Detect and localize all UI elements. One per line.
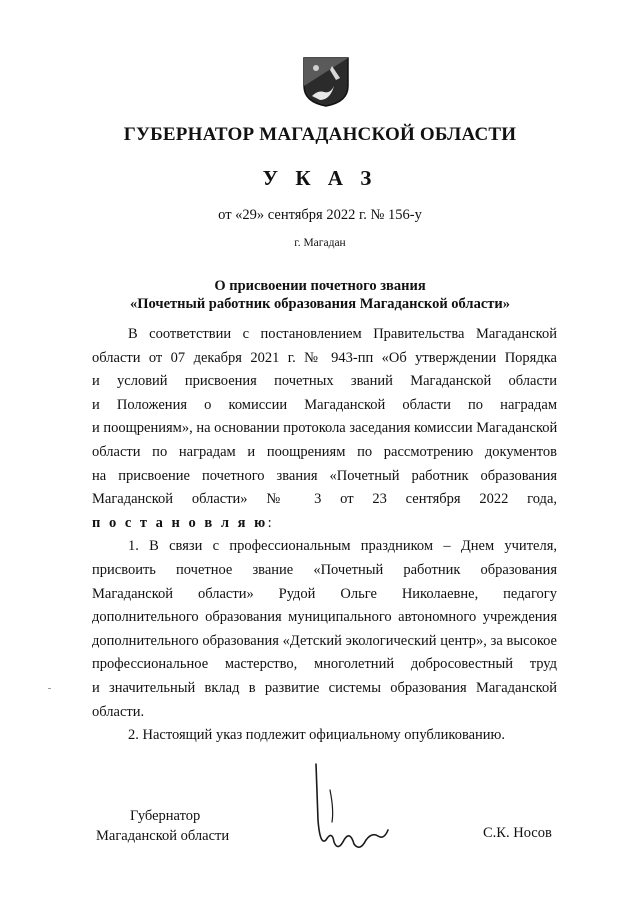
signatory-name: С.К. Носов bbox=[483, 825, 552, 841]
scan-mark bbox=[48, 688, 51, 689]
preamble-line: на присвоение почетного звания «Почетный работник образования bbox=[92, 467, 557, 484]
item-2-line: 2. Настоящий указ подлежит официальному опубликованию. bbox=[128, 727, 506, 744]
item-1-line: области. bbox=[92, 703, 145, 720]
signatory-position-line-1: Губернатор bbox=[130, 808, 201, 824]
preamble-line: области от 07 декабря 2021 г. № 943-пп «Об утверждении Порядка bbox=[92, 349, 557, 366]
item-1-line: профессиональное мастерство, многолетний добросовестный труд bbox=[92, 656, 557, 673]
item-1-line: присвоить почетное звание «Почетный работник образования bbox=[92, 561, 557, 578]
preamble-paragraph bbox=[92, 323, 557, 535]
document-subject bbox=[0, 277, 640, 313]
decree-colon: : bbox=[267, 514, 272, 531]
item-1-line: дополнительного образования «Детский экологический центр», за высокое bbox=[92, 632, 557, 649]
preamble-line: и поощрениям», на основании протокола заседания комиссии Магаданской bbox=[92, 420, 558, 437]
document-date-number: от «29» сентября 2022 г. № 156-у bbox=[218, 207, 422, 223]
document-type-heading: У К А З bbox=[262, 166, 378, 190]
decree-word: п о с т а н о в л я ю bbox=[92, 514, 268, 531]
decree-line bbox=[92, 512, 557, 536]
document-body bbox=[92, 323, 557, 748]
preamble-line: и Положения о комиссии Магаданской области по наградам bbox=[92, 396, 557, 413]
authority-title: ГУБЕРНАТОР МАГАДАНСКОЙ ОБЛАСТИ bbox=[123, 124, 517, 145]
preamble-line: и условий присвоения почетных званий Магаданской области bbox=[92, 373, 557, 390]
handwritten-signature-icon bbox=[312, 760, 392, 860]
subject-line-1: О присвоении почетного звания bbox=[214, 278, 426, 294]
preamble-line: В соответствии с постановлением Правительства Магаданской bbox=[128, 326, 557, 342]
signatory-position-line-2: Магаданской области bbox=[96, 828, 230, 844]
coat-of-arms-icon bbox=[302, 56, 350, 108]
item-1-line: 1. В связи с профессиональным праздником – Днем учителя, bbox=[128, 538, 557, 555]
preamble-line: Магаданской области» № 3 от 23 сентября 2022 года, bbox=[92, 491, 557, 508]
preamble-line: области по наградам и поощрениям по рассмотрению документов bbox=[92, 443, 557, 460]
item-1-line: Магаданской области» Рудой Ольге Николаевне, педагогу bbox=[92, 585, 557, 602]
item-1-paragraph bbox=[92, 535, 557, 724]
document-city: г. Магадан bbox=[294, 237, 346, 249]
item-1-line: дополнительного образования муниципального автономного учреждения bbox=[92, 609, 557, 626]
item-2-paragraph bbox=[92, 724, 557, 748]
signatory-position bbox=[96, 806, 229, 846]
item-1-line: и значительный вклад в развитие системы образования Магаданской bbox=[92, 679, 557, 696]
subject-line-2: «Почетный работник образования Магаданской области» bbox=[130, 296, 510, 312]
